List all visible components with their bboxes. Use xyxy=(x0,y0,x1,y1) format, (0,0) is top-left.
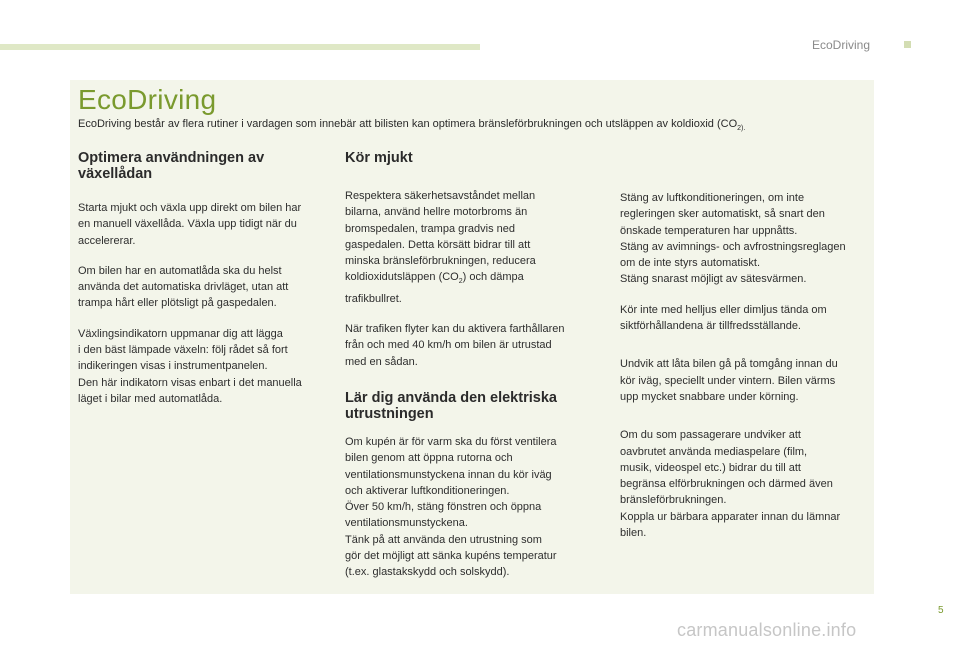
page-title: EcoDriving xyxy=(78,84,217,115)
watermark: carmanualsonline.info xyxy=(677,620,857,640)
paragraph-air-conditioning: Stäng av luftkonditioneringen, om inte regleringen sker automatiskt, så snart den önskade temperaturen har uppnåtts. Stäng av avimnings- och avfrostningsreglagen om de inte styrs automatiskt. Stäng snarast möjligt av sätesvärmen. xyxy=(620,192,846,286)
heading-electric-equipment: Lär dig använda den elektriska utrustningen xyxy=(345,389,557,422)
intro-text: EcoDriving består av flera rutiner i vardagen som innebär att bilisten kan optimera bränsleförbrukningen och utsläppen av koldioxid ($CO_{2).}$ xyxy=(78,118,746,132)
column-smooth-driving xyxy=(345,150,580,581)
page-number: 5 xyxy=(938,605,944,616)
paragraph-headlights: Kör inte med helljus eller dimljus tända om siktförhållandena är tillfredsställande. xyxy=(620,303,827,333)
paragraph-passenger-devices: Om du som passagerare undviker att oavbrutet använda mediaspelare (film, musik, videospel etc.) bidrar du till att begränsa elförbrukningen och därmed även bränsleförbrukningen. Koppla ur bärbara apparater innan du lämnar bilen. xyxy=(620,429,841,540)
heading-smooth-driving: Kör mjukt xyxy=(345,150,413,166)
paragraph-safety-distance: Respektera säkerhetsavståndet mellan bilarna, använd hellre motorbroms än bromspedalen, trampa gradvis ned gaspedalen. Detta körsätt bidrar till att minska bränsleförbrukningen, reducera koldioxidutsläppen $(CO_2)$ och dämpa trafikbullret. xyxy=(345,190,536,305)
column-gearbox xyxy=(78,150,328,407)
paragraph-automatic-gearbox: Om bilen har en automatlåda ska du helst använda det automatiska drivläget, utan att trampa hårt eller plötsligt på gaspedalen. xyxy=(78,264,289,310)
header-marker-square xyxy=(904,41,911,48)
paragraph-cruise-control: När trafiken flyter kan du aktivera farthållaren från och med 40 km/h om bilen är utrustad med en sådan. xyxy=(345,323,565,368)
column-right-tips xyxy=(620,190,870,541)
paragraph-manual-gearbox: Starta mjukt och växla upp direkt om bilen har en manuell växellåda. Växla upp tidigt när du accelererar. xyxy=(78,202,302,247)
header-accent-bar xyxy=(0,44,480,50)
section-label: EcoDriving xyxy=(812,38,871,52)
paragraph-cabin-ventilation: Om kupén är för varm ska du först ventilera bilen genom att öppna rutorna och ventilationsmunstyckena innan du kör iväg och aktiverar luftkonditioneringen. Över 50 km/h, stäng fönstren och öppna ventilationsmunstyckena. Tänk på att använda den utrustning som gör det möjligt att sänka kupéns temperatur (t.ex. glastakskydd och solskydd). xyxy=(345,435,557,579)
paragraph-idling: Undvik att låta bilen gå på tomgång innan du kör iväg, speciellt under vintern. Bilen värms upp mycket snabbare under körning. xyxy=(620,358,838,403)
heading-gearbox: Optimera användningen av växellådan xyxy=(78,150,265,182)
paragraph-shift-indicator: Växlingsindikatorn uppmanar dig att lägga i den bäst lämpade växeln: följ rådet så fort indikeringen visas i instrumentpanelen. Den här indikatorn visas enbart i det manuella läget i bilar med automatlåda. xyxy=(78,327,302,405)
